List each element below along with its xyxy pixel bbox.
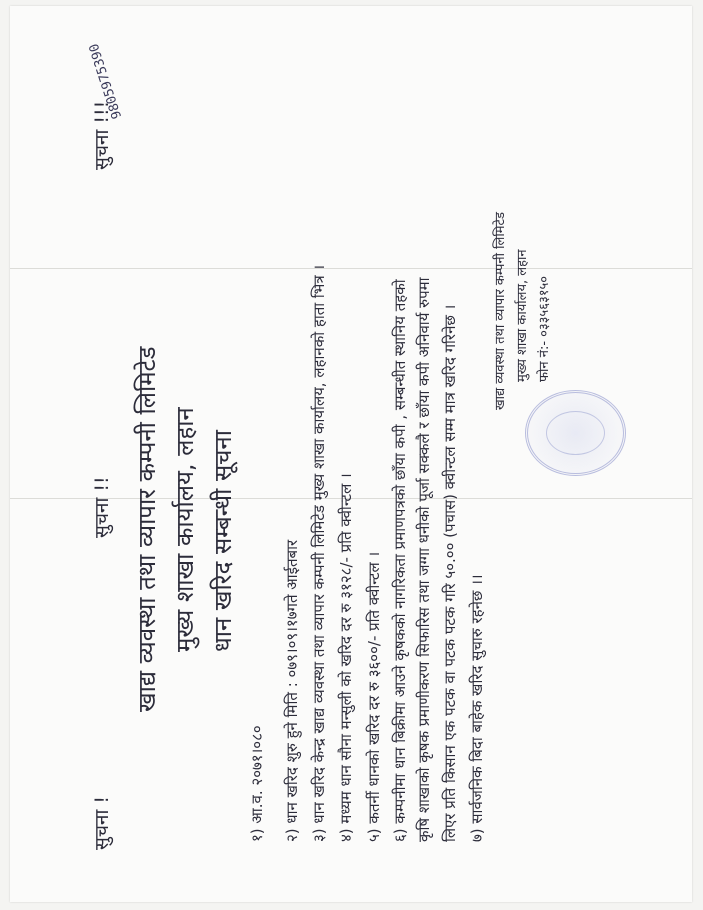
- title-company: खाद्य व्यवस्था तथा व्यापार कम्पनी लिमिटेड: [133, 346, 161, 712]
- item-6-line3: लिएर प्रति किसान एक पटक वा पटक पटक गरि ५०.०० (पचास) क्वीन्टल सम्म मात्र खरिद गरिनेछ ।: [441, 304, 459, 842]
- header-center: सुचना !!: [91, 476, 113, 538]
- item-6-line2: कृषि शाखाको कृषक प्रमाणीकरण सिफारिस तथा जग्गा धनीको पूर्जा सक्कलै र छाँया कपी अनिवार्य रुपमा: [415, 277, 433, 842]
- header-left: सुचना !: [91, 795, 113, 850]
- item-3: ३) धान खरिद केन्द्र खाद्य व्यवस्था तथा व्यापार कम्पनी लिमिटेड मुख्य शाखा कार्यालय, लहानको हाता भित्र ।: [310, 264, 328, 842]
- signature-company: खाद्य व्यवस्था तथा व्यापार कम्पनी लिमिटेड: [493, 212, 508, 410]
- header-right: सुचना !!!: [91, 100, 113, 170]
- item-1: १) आ.व. २०७१।०८०: [248, 725, 266, 842]
- item-4: ४) मध्यम धान सौना मन्सुली को खरिद दर रु ३१२८/- प्रति क्वीन्टल ।: [337, 473, 355, 842]
- signature-phone: फोन नं:- ०३३५६३१५०: [537, 276, 552, 382]
- item-5: ५) कतर्नी धानको खरिद दर रु ३६००/- प्रति क्वीन्टल ।: [365, 551, 383, 842]
- signature-office: मुख्य शाखा कार्यालय, लहान: [515, 249, 530, 382]
- item-2: २) धान खरिद शुरु हुने मिति : ०७९।०९।१७गते आईतबार: [283, 539, 301, 842]
- title-office: मुख्य शाखा कार्यालय, लहान: [171, 407, 199, 652]
- item-6-line1: ६) कम्पनीमा धान बिक्रीमा आउने कृषकको नागरिकता प्रमाणपत्रको छाँया कपी , सम्बन्धीत स्थानिय तहको: [391, 279, 409, 842]
- item-7: ७) सार्वजनिक बिदा बाहेक खरिद सुचारु रहनेछ ।।: [468, 574, 486, 842]
- office-seal-stamp: [525, 390, 626, 476]
- title-subject: धान खरिद सम्बन्धी सूचना: [209, 430, 237, 652]
- handwritten-phone-number: 9805975390: [86, 41, 126, 121]
